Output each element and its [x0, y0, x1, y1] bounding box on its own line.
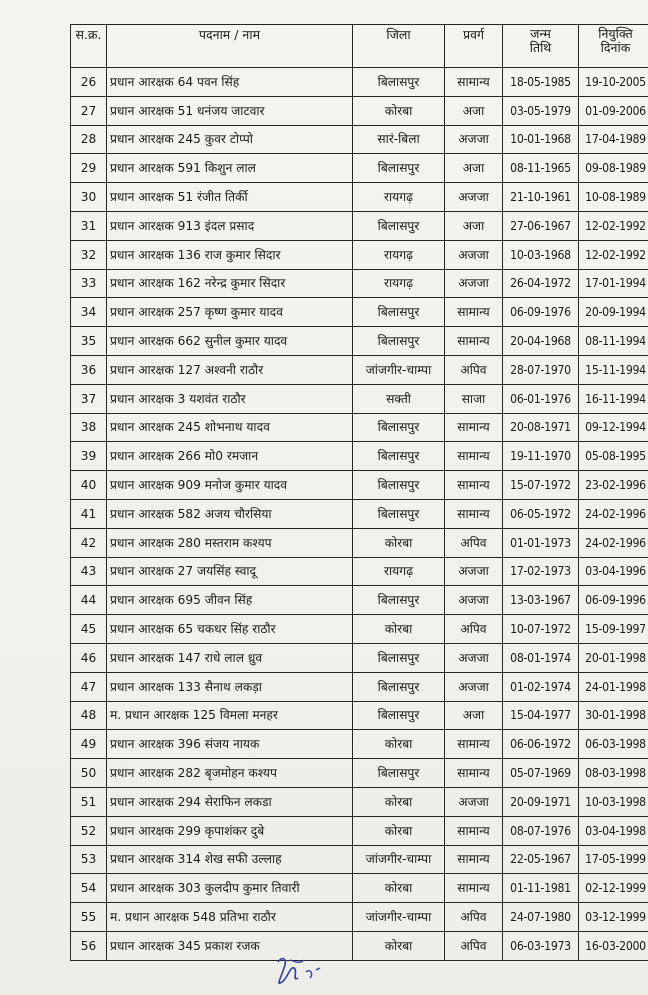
table-row: [71, 154, 648, 183]
header-dob: [503, 25, 579, 68]
table-row: [71, 327, 648, 356]
row-sno: 35: [71, 327, 107, 356]
signature-icon: [270, 952, 330, 992]
row-category: अजजा: [445, 183, 503, 212]
row-category: सामान्य: [445, 442, 503, 471]
row-district: कोरबा: [353, 730, 445, 759]
row-district: कोरबा: [353, 874, 445, 903]
table-row: [71, 931, 648, 960]
header-sno: स.क्र.: [71, 25, 107, 68]
table-row: [71, 643, 648, 672]
row-dob: 06-03-1973: [503, 931, 579, 960]
row-sno: 39: [71, 442, 107, 471]
row-doj: 03-12-1999: [579, 903, 648, 932]
row-name: प्रधान आरक्षक 136 राज कुमार सिदार: [107, 240, 353, 269]
row-dob: 01-11-1981: [503, 874, 579, 903]
row-district: रायगढ़: [353, 269, 445, 298]
row-sno: 37: [71, 384, 107, 413]
row-sno: 38: [71, 413, 107, 442]
row-name: प्रधान आरक्षक 133 सैनाथ लकड़ा: [107, 672, 353, 701]
row-category: सामान्य: [445, 816, 503, 845]
row-name: प्रधान आरक्षक 909 मनोज कुमार यादव: [107, 471, 353, 500]
row-category: सामान्य: [445, 499, 503, 528]
table-row: [71, 298, 648, 327]
row-doj: 05-08-1995: [579, 442, 648, 471]
row-category: सामान्य: [445, 327, 503, 356]
row-name: प्रधान आरक्षक 280 मस्तराम कश्यप: [107, 528, 353, 557]
row-category: अजजा: [445, 643, 503, 672]
row-dob: 08-07-1976: [503, 816, 579, 845]
row-dob: 13-03-1967: [503, 586, 579, 615]
header-doj-line1: नियुक्ति: [598, 26, 633, 41]
row-doj: 06-03-1998: [579, 730, 648, 759]
row-doj: 09-12-1994: [579, 413, 648, 442]
row-category: सामान्य: [445, 759, 503, 788]
table-row: [71, 269, 648, 298]
row-doj: 10-08-1989: [579, 183, 648, 212]
table-row: [71, 442, 648, 471]
row-sno: 41: [71, 499, 107, 528]
row-name: प्रधान आरक्षक 913 इंदल प्रसाद: [107, 211, 353, 240]
row-dob: 22-05-1967: [503, 845, 579, 874]
table-row: [71, 615, 648, 644]
row-district: बिलासपुर: [353, 211, 445, 240]
row-sno: 43: [71, 557, 107, 586]
row-sno: 50: [71, 759, 107, 788]
row-category: सामान्य: [445, 471, 503, 500]
row-doj: 20-01-1998: [579, 643, 648, 672]
row-district: बिलासपुर: [353, 154, 445, 183]
row-doj: 01-09-2006: [579, 96, 648, 125]
row-doj: 24-02-1996: [579, 499, 648, 528]
table-row: [71, 787, 648, 816]
row-dob: 10-07-1972: [503, 615, 579, 644]
row-doj: 10-03-1998: [579, 787, 648, 816]
row-sno: 54: [71, 874, 107, 903]
row-name: प्रधान आरक्षक 582 अजय चौरसिया: [107, 499, 353, 528]
row-sno: 56: [71, 931, 107, 960]
row-district: कोरबा: [353, 931, 445, 960]
table-row: [71, 413, 648, 442]
row-dob: 18-05-1985: [503, 68, 579, 97]
row-category: अजा: [445, 154, 503, 183]
row-doj: 06-09-1996: [579, 586, 648, 615]
row-doj: 30-01-1998: [579, 701, 648, 730]
row-dob: 08-11-1965: [503, 154, 579, 183]
row-name: प्रधान आरक्षक 695 जीवन सिंह: [107, 586, 353, 615]
row-district: जांजगीर-चाम्पा: [353, 845, 445, 874]
table-row: [71, 730, 648, 759]
row-dob: 08-01-1974: [503, 643, 579, 672]
row-sno: 34: [71, 298, 107, 327]
row-category: अपिव: [445, 528, 503, 557]
row-dob: 15-04-1977: [503, 701, 579, 730]
row-name: प्रधान आरक्षक 127 अश्वनी राठौर: [107, 355, 353, 384]
row-name: म. प्रधान आरक्षक 125 विमला मनहर: [107, 701, 353, 730]
row-doj: 20-09-1994: [579, 298, 648, 327]
row-district: बिलासपुर: [353, 499, 445, 528]
row-name: प्रधान आरक्षक 162 नरेन्द्र कुमार सिदार: [107, 269, 353, 298]
row-name: प्रधान आरक्षक 257 कृष्ण कुमार यादव: [107, 298, 353, 327]
row-doj: 24-02-1996: [579, 528, 648, 557]
row-doj: 03-04-1996: [579, 557, 648, 586]
row-sno: 53: [71, 845, 107, 874]
row-district: बिलासपुर: [353, 586, 445, 615]
header-name: पदनाम / नाम: [107, 25, 353, 68]
row-district: बिलासपुर: [353, 442, 445, 471]
row-name: म. प्रधान आरक्षक 548 प्रतिभा राठौर: [107, 903, 353, 932]
row-district: कोरबा: [353, 615, 445, 644]
row-category: सामान्य: [445, 68, 503, 97]
row-sno: 31: [71, 211, 107, 240]
table-row: [71, 211, 648, 240]
row-category: अपिव: [445, 931, 503, 960]
row-district: बिलासपुर: [353, 643, 445, 672]
row-district: बिलासपुर: [353, 413, 445, 442]
row-doj: 24-01-1998: [579, 672, 648, 701]
row-name: प्रधान आरक्षक 51 धनंजय जाटवार: [107, 96, 353, 125]
row-sno: 46: [71, 643, 107, 672]
table-row: [71, 68, 648, 97]
row-doj: 02-12-1999: [579, 874, 648, 903]
table-row: [71, 96, 648, 125]
row-doj: 15-09-1997: [579, 615, 648, 644]
row-sno: 52: [71, 816, 107, 845]
row-dob: 05-07-1969: [503, 759, 579, 788]
row-name: प्रधान आरक्षक 147 राधे लाल ध्रुव: [107, 643, 353, 672]
row-category: सामान्य: [445, 730, 503, 759]
table-row: [71, 384, 648, 413]
seniority-table: [70, 24, 648, 961]
table-row: [71, 240, 648, 269]
table-body: [71, 68, 648, 961]
row-district: कोरबा: [353, 787, 445, 816]
row-name: प्रधान आरक्षक 662 सुनील कुमार यादव: [107, 327, 353, 356]
table-row: [71, 903, 648, 932]
row-sno: 55: [71, 903, 107, 932]
row-category: सामान्य: [445, 845, 503, 874]
row-category: अजजा: [445, 240, 503, 269]
table-row: [71, 816, 648, 845]
header-dob-line1: जन्म: [530, 26, 551, 41]
row-district: बिलासपुर: [353, 672, 445, 701]
row-sno: 47: [71, 672, 107, 701]
row-sno: 40: [71, 471, 107, 500]
table-row: [71, 701, 648, 730]
row-category: अजा: [445, 211, 503, 240]
row-dob: 06-05-1972: [503, 499, 579, 528]
row-name: प्रधान आरक्षक 65 चकधर सिंह राठौर: [107, 615, 353, 644]
table-row: [71, 759, 648, 788]
row-category: अजजा: [445, 269, 503, 298]
row-dob: 27-06-1967: [503, 211, 579, 240]
row-doj: 16-11-1994: [579, 384, 648, 413]
row-dob: 24-07-1980: [503, 903, 579, 932]
row-sno: 27: [71, 96, 107, 125]
header-doj-line2: दिनांक: [600, 40, 631, 55]
row-sno: 45: [71, 615, 107, 644]
row-name: प्रधान आरक्षक 396 संजय नायक: [107, 730, 353, 759]
row-name: प्रधान आरक्षक 303 कुलदीप कुमार तिवारी: [107, 874, 353, 903]
row-category: अपिव: [445, 615, 503, 644]
row-sno: 51: [71, 787, 107, 816]
row-category: अजजा: [445, 672, 503, 701]
row-doj: 12-02-1992: [579, 240, 648, 269]
row-name: प्रधान आरक्षक 51 रंजीत तिर्की: [107, 183, 353, 212]
row-doj: 15-11-1994: [579, 355, 648, 384]
table-row: [71, 557, 648, 586]
row-category: सामान्य: [445, 298, 503, 327]
row-district: बिलासपुर: [353, 701, 445, 730]
row-dob: 20-04-1968: [503, 327, 579, 356]
row-doj: 17-05-1999: [579, 845, 648, 874]
row-name: प्रधान आरक्षक 345 प्रकाश रजक: [107, 931, 353, 960]
row-doj: 03-04-1998: [579, 816, 648, 845]
table-header-row: [71, 25, 648, 68]
table-row: [71, 125, 648, 154]
row-sno: 48: [71, 701, 107, 730]
table-row: [71, 528, 648, 557]
row-name: प्रधान आरक्षक 245 कुवर टोप्पो: [107, 125, 353, 154]
row-sno: 36: [71, 355, 107, 384]
table-row: [71, 874, 648, 903]
row-district: सक्ती: [353, 384, 445, 413]
row-dob: 06-09-1976: [503, 298, 579, 327]
row-name: प्रधान आरक्षक 3 यशवंत राठौर: [107, 384, 353, 413]
row-category: अपिव: [445, 355, 503, 384]
row-doj: 08-11-1994: [579, 327, 648, 356]
row-district: बिलासपुर: [353, 759, 445, 788]
row-doj: 08-03-1998: [579, 759, 648, 788]
row-category: अजजा: [445, 787, 503, 816]
row-name: प्रधान आरक्षक 266 मो0 रमजान: [107, 442, 353, 471]
row-name: प्रधान आरक्षक 245 शोभनाथ यादव: [107, 413, 353, 442]
header-dob-line2: तिथि: [529, 40, 552, 55]
row-district: रायगढ़: [353, 240, 445, 269]
row-doj: 17-04-1989: [579, 125, 648, 154]
row-category: अजजा: [445, 586, 503, 615]
row-district: रायगढ़: [353, 183, 445, 212]
row-category: अजा: [445, 701, 503, 730]
row-district: बिलासपुर: [353, 327, 445, 356]
table-row: [71, 672, 648, 701]
row-dob: 20-09-1971: [503, 787, 579, 816]
row-dob: 20-08-1971: [503, 413, 579, 442]
row-category: साजा: [445, 384, 503, 413]
row-doj: 17-01-1994: [579, 269, 648, 298]
row-dob: 26-04-1972: [503, 269, 579, 298]
row-dob: 28-07-1970: [503, 355, 579, 384]
row-dob: 06-06-1972: [503, 730, 579, 759]
row-dob: 21-10-1961: [503, 183, 579, 212]
table-row: [71, 355, 648, 384]
row-name: प्रधान आरक्षक 294 सेराफिन लकडा: [107, 787, 353, 816]
table-row: [71, 586, 648, 615]
row-district: रायगढ़: [353, 557, 445, 586]
row-category: अपिव: [445, 903, 503, 932]
row-dob: 19-11-1970: [503, 442, 579, 471]
row-dob: 01-01-1973: [503, 528, 579, 557]
row-sno: 29: [71, 154, 107, 183]
row-district: कोरबा: [353, 528, 445, 557]
row-doj: 09-08-1989: [579, 154, 648, 183]
row-name: प्रधान आरक्षक 591 किशुन लाल: [107, 154, 353, 183]
row-district: बिलासपुर: [353, 298, 445, 327]
row-sno: 26: [71, 68, 107, 97]
row-sno: 32: [71, 240, 107, 269]
header-district: जिला: [353, 25, 445, 68]
header-doj: [579, 25, 648, 68]
row-district: कोरबा: [353, 96, 445, 125]
row-category: अजजा: [445, 557, 503, 586]
row-sno: 42: [71, 528, 107, 557]
row-sno: 49: [71, 730, 107, 759]
row-dob: 03-05-1979: [503, 96, 579, 125]
row-category: अजजा: [445, 125, 503, 154]
table-row: [71, 499, 648, 528]
row-district: बिलासपुर: [353, 471, 445, 500]
row-name: प्रधान आरक्षक 282 बृजमोहन कश्यप: [107, 759, 353, 788]
row-district: जांजगीर-चाम्पा: [353, 903, 445, 932]
row-district: सारं-बिला: [353, 125, 445, 154]
row-name: प्रधान आरक्षक 299 कृपाशंकर दुबे: [107, 816, 353, 845]
row-district: कोरबा: [353, 816, 445, 845]
row-district: जांजगीर-चाम्पा: [353, 355, 445, 384]
row-dob: 06-01-1976: [503, 384, 579, 413]
row-doj: 23-02-1996: [579, 471, 648, 500]
row-category: सामान्य: [445, 413, 503, 442]
row-doj: 16-03-2000: [579, 931, 648, 960]
row-sno: 30: [71, 183, 107, 212]
row-sno: 28: [71, 125, 107, 154]
row-dob: 10-03-1968: [503, 240, 579, 269]
row-sno: 44: [71, 586, 107, 615]
row-doj: 19-10-2005: [579, 68, 648, 97]
row-dob: 17-02-1973: [503, 557, 579, 586]
row-category: अजा: [445, 96, 503, 125]
table-row: [71, 845, 648, 874]
table-row: [71, 183, 648, 212]
row-name: प्रधान आरक्षक 27 जयसिंह स्वादू: [107, 557, 353, 586]
row-district: बिलासपुर: [353, 68, 445, 97]
row-doj: 12-02-1992: [579, 211, 648, 240]
row-dob: 10-01-1968: [503, 125, 579, 154]
row-dob: 15-07-1972: [503, 471, 579, 500]
header-category: प्रवर्ग: [445, 25, 503, 68]
table-row: [71, 471, 648, 500]
row-name: प्रधान आरक्षक 64 पवन सिंह: [107, 68, 353, 97]
row-sno: 33: [71, 269, 107, 298]
row-category: सामान्य: [445, 874, 503, 903]
row-name: प्रधान आरक्षक 314 शेख सफी उल्लाह: [107, 845, 353, 874]
row-dob: 01-02-1974: [503, 672, 579, 701]
